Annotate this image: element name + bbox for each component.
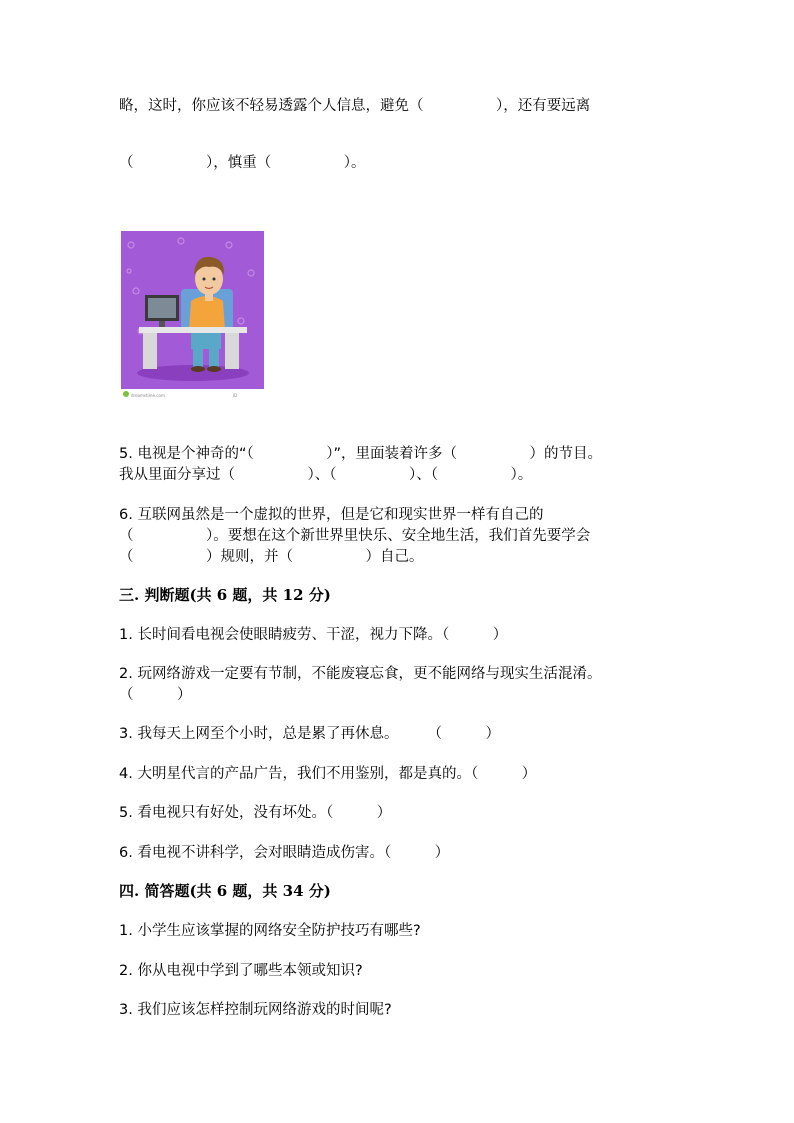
question-6-line-2: （ ）。要想在这个新世界里快乐、安全地生活，我们首先要学会: [119, 528, 591, 544]
fill-blank-line-2: （ ），慎重（ ）。: [119, 155, 366, 171]
judge-item-5: 5. 看电视只有好处，没有坏处。（ ）: [119, 805, 392, 821]
question-6-line-3: （ ）规则，并（ ）自己。: [119, 549, 424, 565]
judge-item-1: 1. 长时间看电视会使眼睛疲劳、干涩，视力下降。（ ）: [119, 627, 508, 643]
fill-blank-line-1: 略，这时，你应该不轻易透露个人信息，避免（ ），还有要远离: [119, 98, 591, 114]
short-answer-item-2: 2. 你从电视中学到了哪些本领或知识?: [119, 963, 363, 979]
section-3-title: 三. 判断题(共 6 题，共 12 分): [119, 586, 331, 604]
boy-at-computer-illustration: [121, 231, 264, 399]
question-5-line-2: 我从里面分享过（ ）、（ ）、（ ）。: [119, 467, 533, 483]
short-answer-item-1: 1. 小学生应该掌握的网络安全防护技巧有哪些?: [119, 923, 421, 939]
judge-item-2-answer: （ ）: [119, 687, 192, 703]
short-answer-item-3: 3. 我们应该怎样控制玩网络游戏的时间呢?: [119, 1002, 392, 1018]
judge-item-3: 3. 我每天上网至个小时，总是累了再休息。 （ ）: [119, 726, 500, 742]
illustration-caption-left: dreamstime.com: [131, 393, 165, 398]
judge-item-4: 4. 大明星代言的产品广告，我们不用鉴别，都是真的。（ ）: [119, 766, 537, 782]
question-5-line-1: 5. 电视是个神奇的“（ ）”，里面装着许多（ ）的节目。: [119, 446, 602, 462]
boy-at-computer-icon: [121, 231, 264, 399]
question-6-line-1: 6. 互联网虽然是一个虚拟的世界，但是它和现实世界一样有自己的: [119, 507, 544, 523]
judge-item-6: 6. 看电视不讲科学，会对眼睛造成伤害。（ ）: [119, 845, 450, 861]
illustration-caption-right: ID: [233, 393, 238, 398]
section-4-title: 四. 简答题(共 6 题，共 34 分): [119, 882, 331, 900]
judge-item-2: 2. 玩网络游戏一定要有节制，不能废寝忘食，更不能网络与现实生活混淆。: [119, 666, 602, 682]
